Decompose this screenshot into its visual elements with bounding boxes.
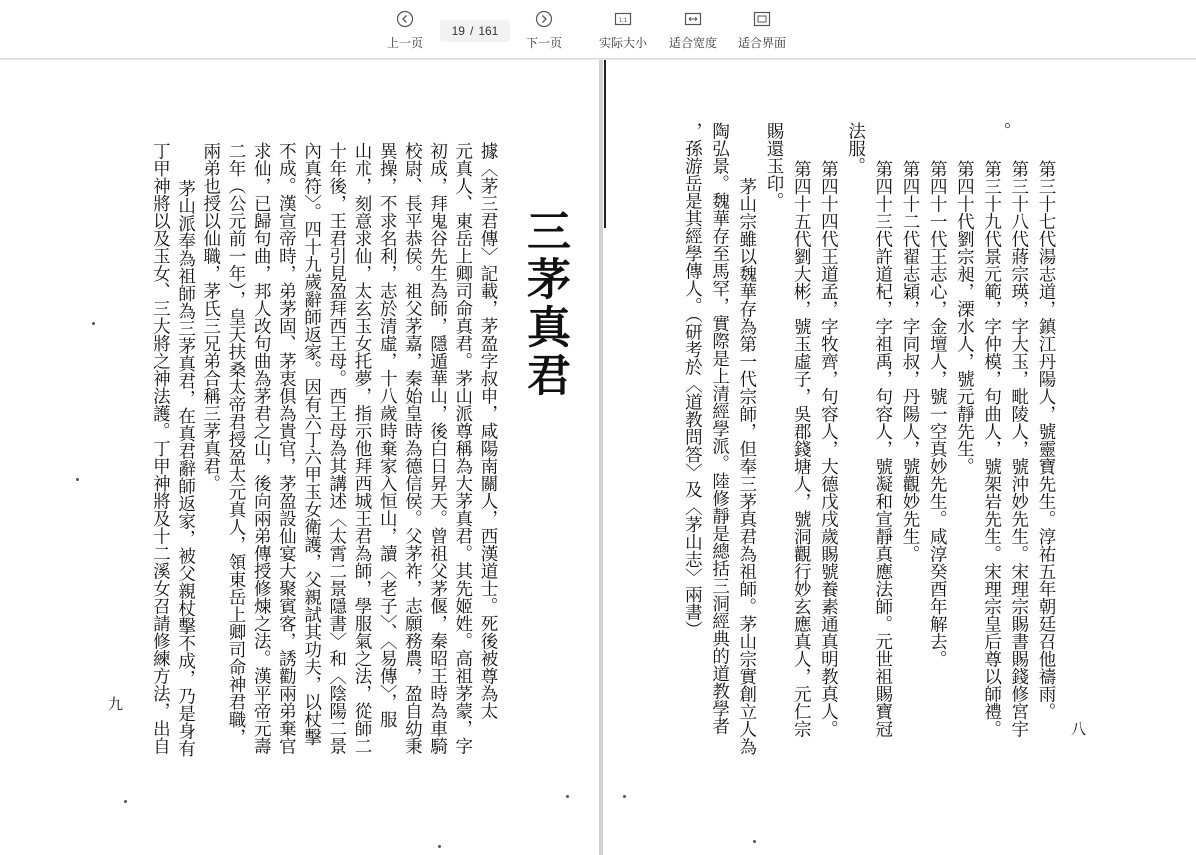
right-column-2: 第三十八代蔣宗瑛，字大玉，毗陵人，號沖妙先生。宋理宗賜書賜錢修宮宇: [1008, 160, 1029, 738]
fit-page-label: 适合界面: [738, 36, 787, 50]
actual-size-icon-text: 1:1: [618, 17, 628, 24]
right-column-0: 。: [991, 122, 1011, 140]
next-page-label: 下一页: [526, 36, 563, 50]
left-column-4: 校尉、長平恭侯。祖父茅嘉，秦始皇時為德信侯。父茅祚，志願務農，盈自幼秉: [402, 142, 423, 755]
left-column-6: 山朮，刻意求仙，太玄玉女托夢，指示他拜西城王君為師，學服氣之法，從師二: [352, 142, 372, 755]
left-column-9: 不成。漢宣帝時，弟茅固、茅衷俱為貴官，茅盈設仙宴大聚賓客，誘勸兩弟棄官: [276, 142, 297, 755]
left-column-10: 求仙，已歸句曲，邦人改句曲為茅君之山，後向兩弟傳授修煉之法。漢平帝元壽: [251, 142, 272, 755]
left-column-12: 兩弟也授以仙職，茅氏三兄弟合稱三茅真君。: [200, 142, 221, 492]
left-column-7: 十年後，王君引見盈拜西王母。西王母為其講述〈太霄二景隱書〉和〈陰陽二景: [326, 142, 347, 755]
page-separator: /: [469, 24, 474, 38]
next-page-button[interactable]: [526, 10, 562, 51]
right-column-14: ，孫游岳是其經學傳人。（研考於〈道教問答〉及〈茅山志〉兩書）: [682, 122, 703, 639]
right-column-4: 第四十代劉宗昶，溧水人，號元靜先生。: [954, 160, 975, 475]
left-column-3: 初成，拜鬼谷先生為師，隱遁華山，後白日昇天。曾祖父茅偃，秦昭王時為車騎: [427, 142, 448, 755]
actual-size-label: 实际大小: [599, 36, 648, 50]
right-column-10: 第四十五代劉大彬，號玉虛子，吳郡錢塘人，號洞觀行妙玄應真人，元仁宗: [791, 160, 812, 738]
left-column-1: 據〈茅三君傳〉記載，茅盈字叔申，咸陽南關人，西漢道士。死後被尊為太: [478, 142, 498, 720]
prev-page-button[interactable]: [387, 10, 423, 51]
scan-speck: [623, 795, 626, 798]
right-column-5: 第四十一代王志心，金壇人，號一空真妙先生。咸淳癸酉年解去。: [927, 160, 948, 668]
scan-speck: [566, 795, 569, 798]
fit-width-label: 适合宽度: [669, 36, 718, 50]
left-column-13: 茅山派奉為祖師為三茅真君，在真君辭師返家，被父親杖擊不成，乃是身有: [175, 162, 196, 757]
current-page-input[interactable]: 19: [451, 24, 465, 38]
left-column-14: 丁甲神將以及玉女、三大將之神法護。丁甲神將及十二溪女召請修練方法，出自: [150, 142, 171, 755]
chapter-title: 三茅真君: [519, 208, 570, 400]
left-column-5: 異操，不求名利，志於清虛，十八歲時棄家入恒山，讀〈老子〉、〈易傳〉，服: [377, 142, 398, 729]
chevron-left-icon: [396, 10, 414, 28]
right-column-12: 茅山宗雖以魏華存為第一代宗師，但奉三茅真君為祖師。茅山宗實創立人為: [736, 160, 757, 755]
scan-speck: [438, 845, 441, 848]
right-column-1: 第三十七代湯志道，鎮江丹陽人，號靈寶先生。淳祐五年朝廷召他禱雨。: [1036, 160, 1056, 720]
left-page: [0, 60, 599, 855]
fit-width-icon: [684, 10, 702, 28]
scan-speck: [92, 322, 95, 325]
right-column-6: 第四十二代翟志穎，字同叔，丹陽人，號觀妙先生。: [900, 160, 920, 563]
fit-page-icon: [753, 10, 771, 28]
right-column-7: 第四十三代許道杞，字祖禹，句容人，號凝和宣靜真應法師。元世祖賜寶冠: [872, 160, 893, 738]
actual-size-button[interactable]: [599, 10, 647, 51]
right-column-13: 陶弘景。魏華存至馬罕，實際是上清經學派。陸修靜是總括三洞經典的道教學者: [709, 122, 730, 735]
spine-shadow: [604, 60, 606, 228]
chevron-right-icon: [535, 10, 553, 28]
fit-width-button[interactable]: [669, 10, 717, 51]
left-column-11: 二年（公元前一年），皇天扶桑太帝君授盈太元真人，領東岳上卿司命神君職，: [226, 142, 246, 746]
right-column-9: 第四十四代王道孟，字牧齊，句容人，大德戊戌歲賜號養素通真明教真人。: [818, 160, 839, 738]
total-pages: 161: [478, 24, 499, 38]
right-column-11: 賜還玉印。: [764, 122, 784, 210]
toolbar: [0, 0, 1196, 59]
left-column-8: 內真符〉。四十九歲辭師返家。因有六丁六甲玉女衛護，父親試其功夫，以杖擊: [301, 142, 322, 746]
scan-speck: [753, 840, 756, 843]
right-column-8: 法服。: [845, 122, 866, 175]
scan-speck: [124, 800, 127, 803]
page-indicator: [440, 20, 510, 42]
right-page: [603, 60, 1196, 855]
right-page-number: 八: [1071, 720, 1087, 738]
left-page-number: 九: [108, 695, 124, 713]
actual-size-icon: [614, 10, 632, 28]
fit-page-button[interactable]: [738, 10, 786, 51]
left-column-2: 元真人、東岳上卿司命真君。茅山派尊稱為大茅真君。其先姬姓。高祖茅蒙，字: [452, 142, 473, 755]
prev-page-label: 上一页: [387, 36, 424, 50]
scan-speck: [76, 478, 79, 481]
right-column-3: 第三十九代景元範，字仲模，句曲人，號架岩先生。宋理宗皇后尊以師禮。: [981, 160, 1002, 738]
